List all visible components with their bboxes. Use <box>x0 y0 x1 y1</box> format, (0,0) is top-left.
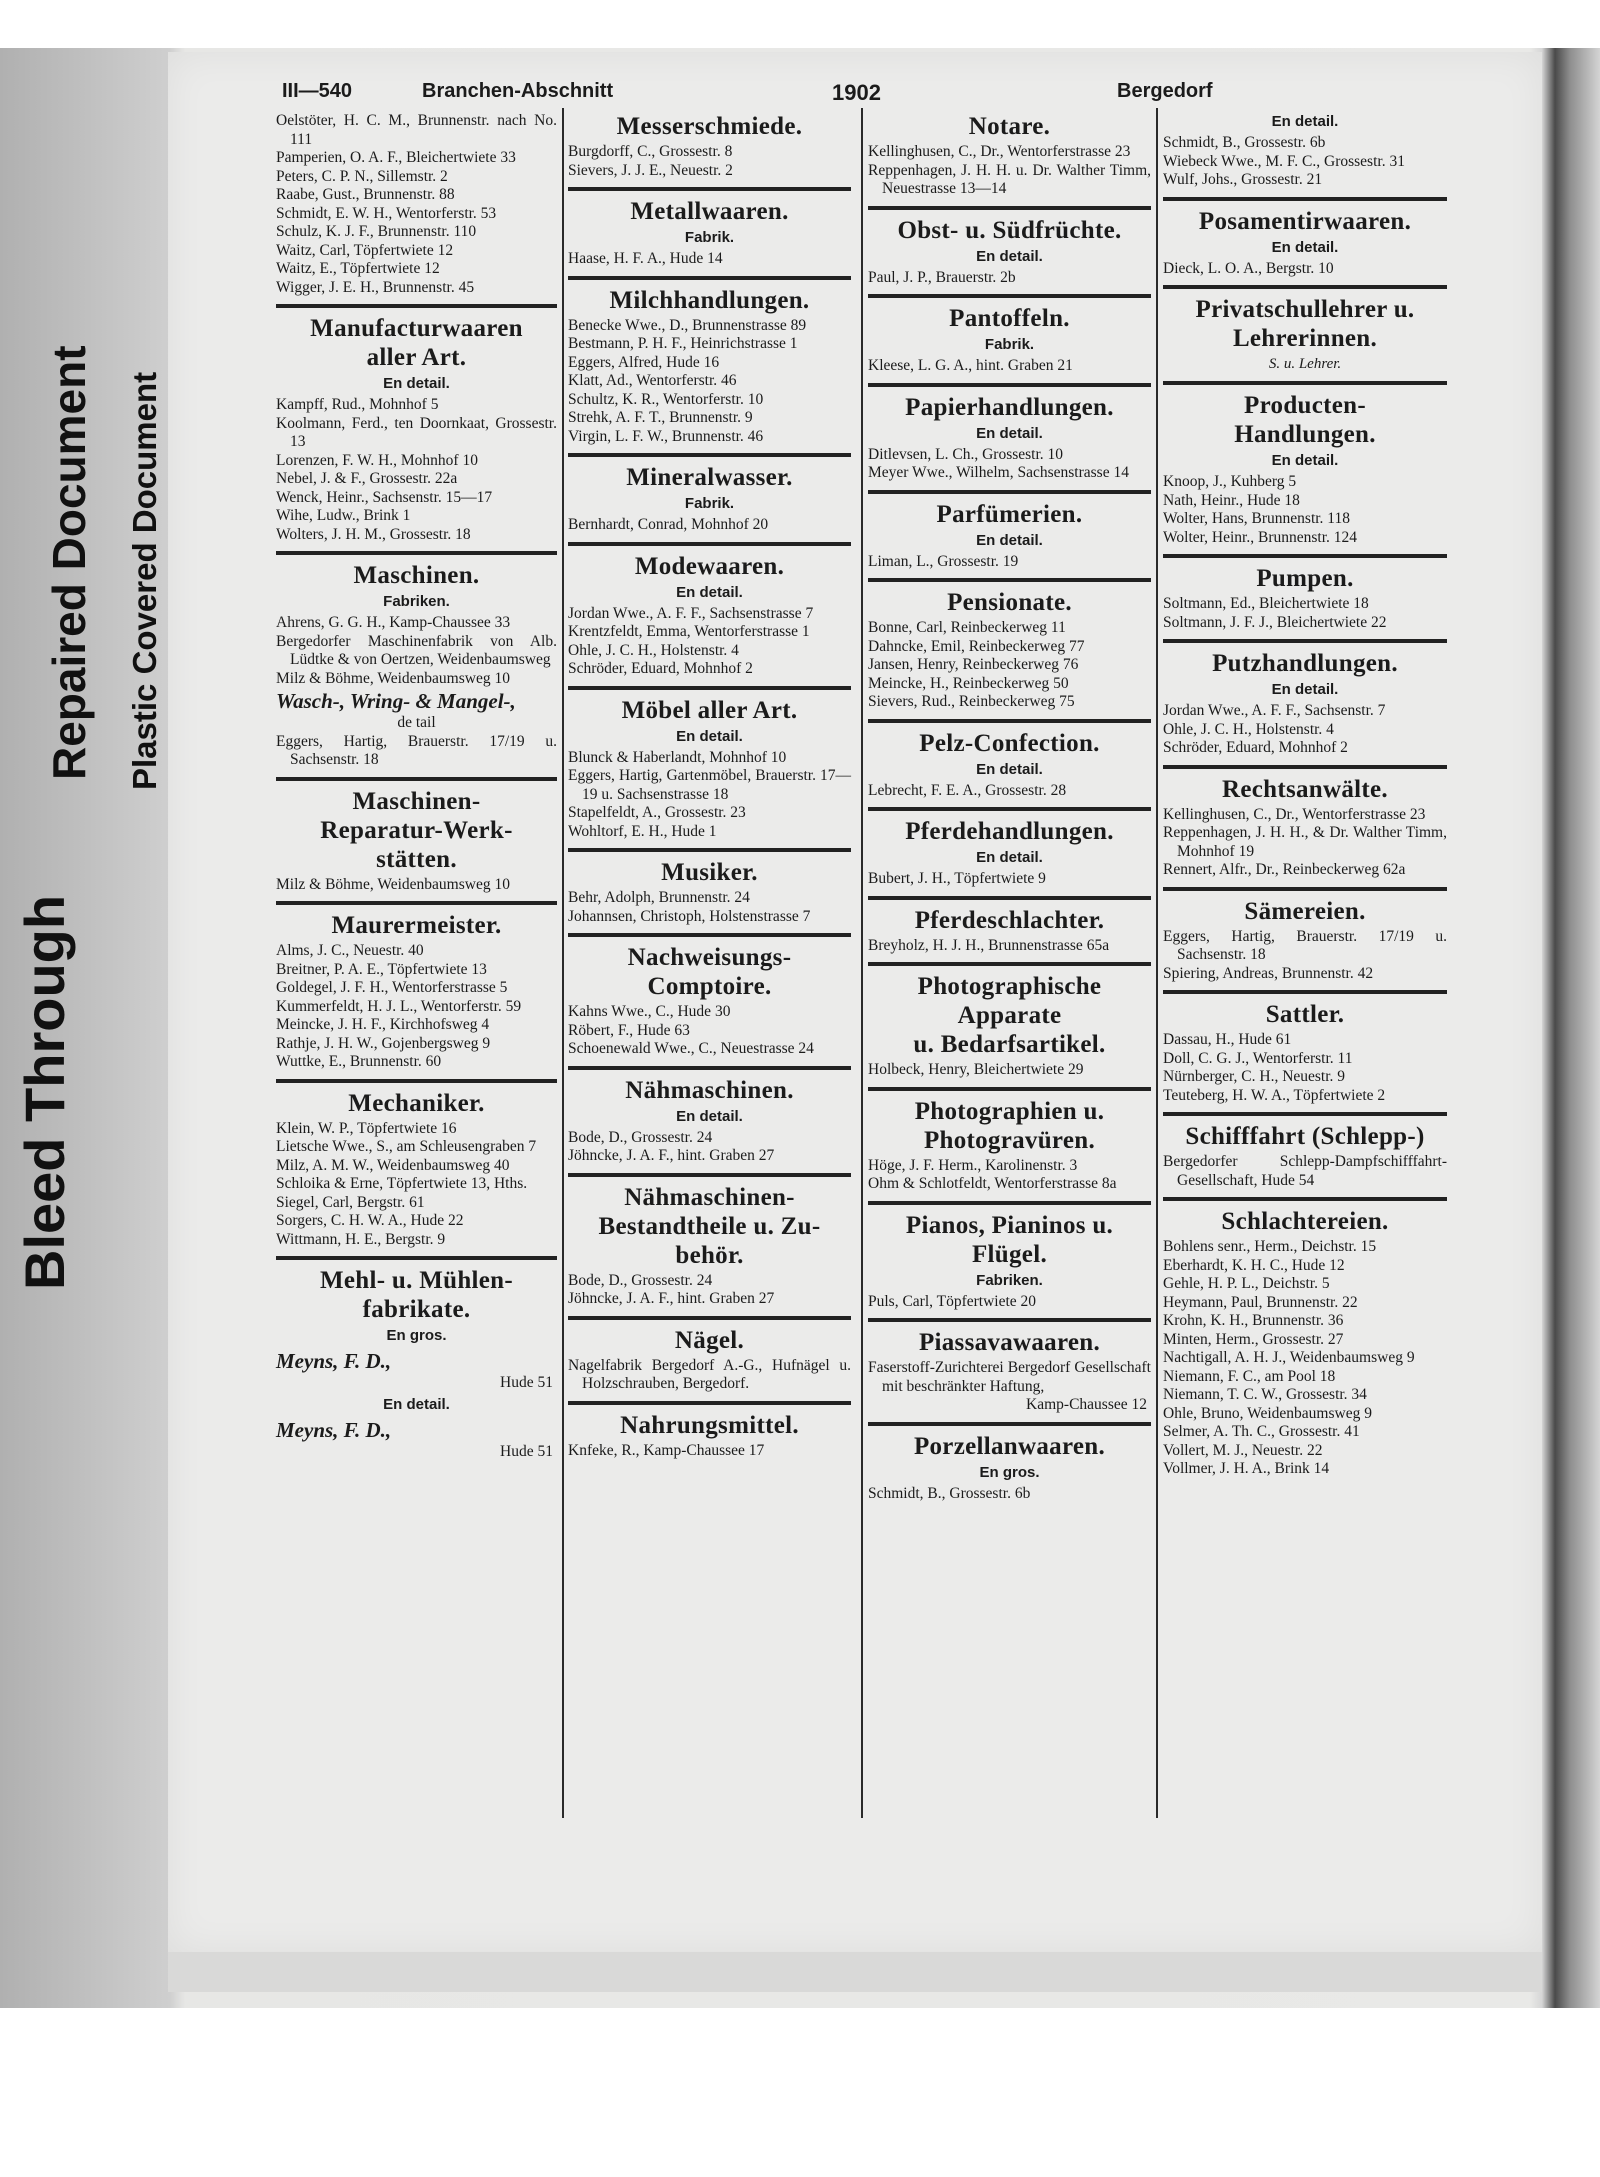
section-continued <box>1163 112 1447 190</box>
column-divider <box>861 108 863 1818</box>
section-rule <box>868 383 1151 387</box>
list-item: Schröder, Eduard, Mohnhof 2 <box>568 660 753 677</box>
list-item: Doll, C. G. J., Wentorferstr. 11 <box>1163 1049 1353 1067</box>
section-heading: Mechaniker. <box>348 1089 485 1117</box>
section-rule <box>568 453 851 457</box>
section-heading: Maschinen. <box>353 562 480 589</box>
list-item: Vollert, M. J., Neuestr. 22 <box>1163 1441 1323 1459</box>
section-mineralwasser <box>568 463 851 535</box>
list-item: Bohlens senr., Herm., Deichstr. 15 <box>1163 1238 1377 1255</box>
section-manufacturwaaren <box>276 314 557 544</box>
section-heading: Schifffahrt (Schlepp-) <box>1185 1123 1425 1150</box>
list-item: Heymann, Paul, Brunnenstr. 22 <box>1163 1293 1358 1311</box>
section-heading: Privatschullehrer u. Lehrerinnen. <box>1195 296 1415 352</box>
list-item: Ohle, Bruno, Weidenbaumsweg 9 <box>1163 1404 1372 1422</box>
list-item: Haase, H. F. A., Hude 14 <box>568 250 723 267</box>
list-item-address: Hude 51 <box>500 1374 553 1391</box>
page-number: III—540 <box>282 80 353 102</box>
list-item: Sorgers, C. H. W. A., Hude 22 <box>276 1212 464 1229</box>
section-heading: Maurermeister. <box>331 912 502 939</box>
section-rule <box>1163 197 1447 201</box>
list-item: Höge, J. F. Herm., Karolinenstr. 3 <box>868 1156 1078 1174</box>
list-item: Kahns Wwe., C., Hude 30 <box>568 1003 731 1020</box>
section-rule <box>568 1316 851 1320</box>
page-header <box>282 80 1472 108</box>
section-rule <box>568 1066 851 1070</box>
section-modewaaren <box>568 552 851 679</box>
list-item-note: de tail <box>397 714 436 731</box>
list-item: Bubert, J. H., Töpfertwiete 9 <box>868 870 1046 887</box>
section-subheading: En detail. <box>676 1107 743 1125</box>
list-item: Stapelfeldt, A., Grossestr. 23 <box>568 804 746 821</box>
section-rule <box>868 578 1151 582</box>
list-item: Knfeke, R., Kamp-Chaussee 17 <box>568 1441 765 1459</box>
list-item: Eggers, Hartig, Brauerstr. 17/19 u. Sachsenstr. 18 <box>276 732 557 768</box>
section-heading: Rechtsanwälte. <box>1222 775 1388 803</box>
section-subheading: En detail. <box>976 531 1043 549</box>
list-item: Schloika & Erne, Töpfertwiete 13, Hths. <box>276 1175 528 1192</box>
column-divider <box>1156 108 1158 1818</box>
list-item: Lebrecht, F. E. A., Grossestr. 28 <box>868 781 1067 799</box>
section-rechtsanwaelte <box>1163 775 1447 880</box>
section-subheading: Fabriken. <box>383 593 450 610</box>
list-item: Wenck, Heinr., Sachsenstr. 15—17 <box>276 488 493 506</box>
section-maurermeister <box>276 911 557 1072</box>
section-rule <box>868 1422 1151 1426</box>
list-item: Wiebeck Wwe., M. F. C., Grossestr. 31 <box>1163 152 1405 170</box>
section-rule <box>276 1079 557 1083</box>
list-item: Jöhncke, J. A. F., hint. Graben 27 <box>568 1290 775 1307</box>
list-item: Schröder, Eduard, Mohnhof 2 <box>1163 739 1348 756</box>
list-item: Sievers, J. J. E., Neuestr. 2 <box>568 161 733 179</box>
list-item: Breyholz, H. J. H., Brunnenstrasse 65a <box>868 936 1110 954</box>
list-item: Blunck & Haberlandt, Mohnhof 10 <box>568 748 787 766</box>
section-heading: Producten- Handlungen. <box>1234 392 1376 448</box>
section-heading: Manufacturwaaren aller Art. <box>310 315 523 371</box>
list-item: Raabe, Gust., Brunnenstr. 88 <box>276 186 455 203</box>
section-heading: Musiker. <box>661 859 758 886</box>
section-heading: Papierhandlungen. <box>905 393 1114 421</box>
year: 1902 <box>832 80 881 105</box>
list-item: Wigger, J. E. H., Brunnenstr. 45 <box>276 278 475 296</box>
section-subheading: Fabrik. <box>684 495 735 512</box>
list-item: Wihe, Ludw., Brink 1 <box>276 507 411 524</box>
list-item: Jordan Wwe., A. F. F., Sachsenstr. 7 <box>1163 702 1386 719</box>
section-milchhandlungen <box>568 286 851 447</box>
section-musiker <box>568 858 851 926</box>
section-rule <box>1163 1112 1447 1116</box>
section-rule <box>276 777 557 781</box>
column-1 <box>276 112 557 1461</box>
section-heading: Pumpen. <box>1256 565 1354 592</box>
list-item: Waitz, Carl, Töpfertwiete 12 <box>276 241 454 259</box>
list-item: Burgdorff, C., Grossestr. 8 <box>568 143 733 160</box>
section-subheading: Fabrik. <box>984 336 1035 353</box>
section-nachweisungs <box>568 943 851 1059</box>
section-subheading: Fabrik. <box>684 229 735 246</box>
section-heading: Nahrungsmittel. <box>620 1411 799 1439</box>
section-metallwaaren <box>568 197 851 269</box>
section-notare <box>868 112 1151 199</box>
section-heading: Obst- u. Südfrüchte. <box>897 216 1122 244</box>
list-item: Krohn, K. H., Brunnenstr. 36 <box>1163 1312 1344 1329</box>
section-heading: Mineralwasser. <box>626 464 793 491</box>
list-item: Nath, Heinr., Hude 18 <box>1163 491 1300 509</box>
list-item: Wulf, Johs., Grossestr. 21 <box>1163 171 1323 188</box>
section-heading: Sämereien. <box>1244 897 1366 925</box>
list-item: Niemann, F. C., am Pool 18 <box>1163 1367 1336 1385</box>
section-subheading: En detail. <box>676 583 743 601</box>
list-item-address: Kamp-Chaussee 12 <box>1026 1396 1147 1413</box>
section-rule <box>1163 381 1447 385</box>
section-heading: Nähmaschinen. <box>625 1076 794 1104</box>
list-item-bold: Wasch-, Wring- & Mangel-, <box>276 689 516 713</box>
list-item: Spiering, Andreas, Brunnenstr. 42 <box>1163 964 1374 982</box>
list-item-bold: Meyns, F. D., <box>276 1349 392 1373</box>
section-rule <box>868 962 1151 966</box>
list-item: Bode, D., Grossestr. 24 <box>568 1128 713 1146</box>
section-naehmaschinen-bestandtheile <box>568 1183 851 1309</box>
list-item: Milz & Böhme, Weidenbaumsweg 10 <box>276 875 510 893</box>
section-rule <box>868 807 1151 811</box>
section-subheading: En gros. <box>386 1327 447 1344</box>
list-item: Bonne, Carl, Reinbeckerweg 11 <box>868 619 1066 636</box>
section-rule <box>868 1201 1151 1205</box>
section-nahrungsmittel <box>568 1411 851 1461</box>
list-item: Reppenhagen, J. H. H., & Dr. Walther Timm, Mohnhof 19 <box>1163 824 1447 860</box>
list-item: Eggers, Alfred, Hude 16 <box>568 353 720 371</box>
list-item: Nachtigall, A. H. J., Weidenbaumsweg 9 <box>1163 1349 1415 1366</box>
section-subheading: En detail. <box>976 760 1043 778</box>
section-continued <box>276 112 557 297</box>
list-item: Dieck, L. O. A., Bergstr. 10 <box>1163 259 1334 277</box>
list-item: Reppenhagen, J. H. H. u. Dr. Walther Timm, Neuestrasse 13—14 <box>868 161 1151 197</box>
section-rule <box>868 294 1151 298</box>
list-item: Kleese, L. G. A., hint. Graben 21 <box>868 357 1073 374</box>
list-item-bold: Meyns, F. D., <box>276 1417 392 1442</box>
list-item: Schmidt, B., Grossestr. 6b <box>1163 134 1326 151</box>
list-item: Peters, C. P. N., Sillemstr. 2 <box>276 167 448 185</box>
section-photo-apparate <box>868 972 1151 1080</box>
list-item: Schmidt, B., Grossestr. 6b <box>868 1484 1031 1502</box>
section-photographien <box>868 1097 1151 1194</box>
list-item: Meyer Wwe., Wilhelm, Sachsenstrasse 14 <box>868 464 1129 481</box>
list-item: Soltmann, J. F. J., Bleichertwiete 22 <box>1163 613 1387 631</box>
section-pferdehandlungen <box>868 817 1151 889</box>
list-item: Breitner, P. A. E., Töpfertwiete 13 <box>276 960 487 978</box>
list-item: Bergedorfer Maschinenfabrik von Alb. Lüdtke & von Oertzen, Weidenbaumsweg <box>276 632 557 668</box>
section-naegel <box>568 1326 851 1394</box>
list-item: Klein, W. P., Töpfertwiete 16 <box>276 1119 457 1137</box>
section-privatschullehrer <box>1163 295 1447 374</box>
section-heading: Photographische Apparate u. Bedarfsartikel. <box>913 973 1106 1058</box>
section-moebel <box>568 696 851 842</box>
section-title: Branchen-Abschnitt <box>422 80 614 102</box>
list-item: Bestmann, P. H. F., Heinrichstrasse 1 <box>568 335 798 352</box>
list-item: Kampff, Rud., Mohnhof 5 <box>276 396 439 413</box>
page-bottom-strip <box>168 1952 1542 1992</box>
label-repaired-document: Repaired Document <box>43 345 95 780</box>
section-pensionate <box>868 588 1151 712</box>
section-pantoffeln <box>868 304 1151 376</box>
town: Bergedorf <box>1117 80 1213 102</box>
section-rule <box>1163 990 1447 994</box>
section-heading: Möbel aller Art. <box>621 696 798 724</box>
list-item: Liman, L., Grossestr. 19 <box>868 552 1019 570</box>
list-item: Alms, J. C., Neuestr. 40 <box>276 942 424 959</box>
section-subheading: En detail. <box>1271 238 1339 256</box>
section-heading: Schlachtereien. <box>1221 1208 1389 1235</box>
section-heading: Metallwaaren. <box>630 198 789 225</box>
list-item: Kellinghusen, C., Dr., Wentorferstrasse 23 <box>1163 805 1426 823</box>
section-heading: Putzhandlungen. <box>1212 650 1398 677</box>
section-heading: Posamentirwaaren. <box>1198 207 1412 235</box>
section-sattler <box>1163 1000 1447 1105</box>
list-item: Selmer, A. Th. C., Grossestr. 41 <box>1163 1423 1360 1440</box>
section-heading: Porzellanwaaren. <box>913 1432 1106 1460</box>
section-piassavawaaren <box>868 1328 1151 1415</box>
section-rule <box>868 1087 1151 1091</box>
list-item: Ohle, J. C. H., Holstenstr. 4 <box>568 641 739 659</box>
section-naehmaschinen <box>568 1076 851 1166</box>
label-plastic-covered: Plastic Covered Document <box>126 371 163 790</box>
column-4 <box>1163 112 1447 1479</box>
section-rule <box>1163 285 1447 289</box>
section-heading: Messerschmiede. <box>616 113 803 140</box>
section-heading: Pensionate. <box>947 589 1072 616</box>
section-heading: Photographien u. Photogravüren. <box>914 1097 1105 1154</box>
section-rule <box>276 1256 557 1260</box>
list-item: Waitz, E., Töpfertwiete 12 <box>276 260 440 277</box>
label-bleed-through: Bleed Through <box>13 894 76 1290</box>
column-3 <box>868 112 1151 1503</box>
list-item: Knoop, J., Kuhberg 5 <box>1163 473 1297 490</box>
list-item: Kummerfeldt, H. J. L., Wentorferstr. 59 <box>276 997 522 1015</box>
section-subheading: Fabriken. <box>976 1271 1043 1289</box>
cross-reference: S. u. Lehrer. <box>1268 356 1342 372</box>
section-rule <box>1163 554 1447 558</box>
list-item: Behr, Adolph, Brunnenstr. 24 <box>568 889 750 906</box>
list-item: Paul, J. P., Brauerstr. 2b <box>868 268 1016 286</box>
section-heading: Notare. <box>968 113 1051 140</box>
list-item: Lorenzen, F. W. H., Mohnhof 10 <box>276 451 478 469</box>
section-heading: Sattler. <box>1265 1001 1345 1028</box>
list-item: Lietsche Wwe., S., am Schleusengraben 7 <box>276 1138 537 1155</box>
section-heading: Pantoffeln. <box>949 305 1070 332</box>
section-subheading: En detail. <box>976 424 1043 442</box>
list-item: Koolmann, Ferd., ten Doornkaat, Grossestr. 13 <box>276 414 557 450</box>
list-item: Strehk, A. F. T., Brunnenstr. 9 <box>568 409 753 426</box>
section-producten <box>1163 391 1447 547</box>
list-item: Holbeck, Henry, Bleichertwiete 29 <box>868 1061 1084 1078</box>
section-heading: Piassavawaaren. <box>918 1329 1101 1356</box>
section-subheading: En detail. <box>676 727 743 745</box>
list-item: Rathje, J. H. W., Gojenbergsweg 9 <box>276 1034 491 1052</box>
section-pelz <box>868 729 1151 801</box>
list-item: Sievers, Rud., Reinbeckerweg 75 <box>868 693 1075 710</box>
section-heading: Milchhandlungen. <box>609 286 810 314</box>
list-item-address: Hude 51 <box>500 1442 553 1460</box>
list-item: Soltmann, Ed., Bleichertwiete 18 <box>1163 595 1369 612</box>
section-schlachtereien <box>1163 1207 1447 1479</box>
section-rule <box>568 187 851 191</box>
list-item: Wittmann, H. E., Bergstr. 9 <box>276 1230 446 1248</box>
list-item: Pamperien, O. A. F., Bleichertwiete 33 <box>276 149 516 166</box>
section-subheading: En gros. <box>979 1463 1040 1481</box>
list-item: Bergedorfer Schlepp-Dampfschifffahrt-Gesellschaft, Hude 54 <box>1163 1153 1447 1189</box>
section-rule <box>276 551 557 555</box>
section-putzhandlungen <box>1163 649 1447 758</box>
section-subheading: En detail. <box>1271 681 1339 698</box>
column-divider <box>562 108 564 1818</box>
section-rule <box>1163 639 1447 643</box>
section-pumpen <box>1163 564 1447 632</box>
section-reparatur <box>276 787 557 895</box>
list-item: Wolter, Heinr., Brunnenstr. 124 <box>1163 528 1358 546</box>
list-item: Wuttke, E., Brunnenstr. 60 <box>276 1053 442 1070</box>
list-item: Benecke Wwe., D., Brunnenstrasse 89 <box>568 316 807 334</box>
section-mechaniker <box>276 1089 557 1250</box>
list-item: Puls, Carl, Töpfertwiete 20 <box>868 1292 1037 1310</box>
section-heading: Pelz-Confection. <box>919 729 1100 757</box>
list-item: Klatt, Ad., Wentorferstr. 46 <box>568 372 737 389</box>
list-item: Schulz, K. J. F., Brunnenstr. 110 <box>276 223 477 240</box>
section-rule <box>868 490 1151 494</box>
section-rule <box>568 276 851 280</box>
list-item: Rennert, Alfr., Dr., Reinbeckerweg 62a <box>1163 861 1406 878</box>
section-porzellanwaaren <box>868 1432 1151 1504</box>
list-item: Ahrens, G. G. H., Kamp-Chaussee 33 <box>276 614 511 631</box>
section-rule <box>276 901 557 905</box>
list-item: Jöhncke, J. A. F., hint. Graben 27 <box>568 1147 775 1164</box>
list-item: Virgin, L. F. W., Brunnenstr. 46 <box>568 427 764 445</box>
section-maschinen <box>276 561 557 770</box>
list-item: Nürnberger, C. H., Neuestr. 9 <box>1163 1068 1346 1085</box>
list-item: Eggers, Hartig, Gartenmöbel, Brauerstr. 17—19 u. Sachsenstrasse 18 <box>568 767 851 803</box>
list-item: Wohltorf, E. H., Hude 1 <box>568 822 717 840</box>
list-item: Nagelfabrik Bergedorf A.-G., Hufnägel u. Holzschrauben, Bergedorf. <box>568 1356 851 1392</box>
section-rule <box>568 933 851 937</box>
section-parfuemerien <box>868 500 1151 572</box>
list-item: Dassau, H., Hude 61 <box>1163 1031 1292 1048</box>
section-heading: Pferdehandlungen. <box>905 818 1114 845</box>
list-item: Gehle, H. P. L., Deichstr. 5 <box>1163 1275 1330 1292</box>
section-papierhandlungen <box>868 393 1151 483</box>
list-item: Meincke, J. H. F., Kirchhofsweg 4 <box>276 1016 490 1033</box>
section-pianos <box>868 1211 1151 1312</box>
list-item: Milz, A. M. W., Weidenbaumsweg 40 <box>276 1156 510 1174</box>
list-item: Bernhardt, Conrad, Mohnhof 20 <box>568 516 769 533</box>
list-item: Bode, D., Grossestr. 24 <box>568 1271 713 1289</box>
section-obst <box>868 216 1151 288</box>
list-item: Faserstoff-Zurichterei Bergedorf Gesellschaft mit beschränkter Haftung, <box>868 1359 1151 1395</box>
section-rule <box>868 1318 1151 1322</box>
list-item: Goldegel, J. F. H., Wentorferstrasse 5 <box>276 979 508 996</box>
section-heading: Modewaaren. <box>634 552 785 580</box>
section-heading: Mehl- u. Mühlen- fabrikate. <box>320 1267 513 1323</box>
list-item: Ohle, J. C. H., Holstenstr. 4 <box>1163 720 1334 738</box>
list-item: Siegel, Carl, Bergstr. 61 <box>276 1193 425 1211</box>
section-rule <box>568 1401 851 1405</box>
section-rule <box>868 719 1151 723</box>
section-rule <box>568 542 851 546</box>
list-item: Schoenewald Wwe., C., Neuestrasse 24 <box>568 1040 814 1057</box>
section-subheading: En detail. <box>383 1395 450 1413</box>
section-subheading: En detail. <box>1271 452 1339 469</box>
list-item: Milz & Böhme, Weidenbaumsweg 10 <box>276 669 510 687</box>
list-item: Niemann, T. C. W., Grossestr. 34 <box>1163 1386 1367 1403</box>
section-rule <box>568 848 851 852</box>
list-item: Wolters, J. H. M., Grossestr. 18 <box>276 525 471 543</box>
list-item: Nebel, J. & F., Grossestr. 22a <box>276 470 458 487</box>
column-2 <box>568 112 851 1460</box>
list-item: Jansen, Henry, Reinbeckerweg 76 <box>868 656 1079 673</box>
section-subheading: En detail. <box>976 247 1043 265</box>
list-item: Oelstöter, H. C. M., Brunnenstr. nach No. 111 <box>276 112 557 148</box>
section-rule <box>1163 1197 1447 1201</box>
section-rule <box>868 206 1151 210</box>
section-mehl <box>276 1266 557 1461</box>
section-schifffahrt <box>1163 1122 1447 1190</box>
section-subheading: En detail. <box>1271 113 1339 130</box>
section-subheading: En detail. <box>383 375 450 392</box>
section-subheading: En detail. <box>976 849 1043 866</box>
list-item: Schmidt, E. W. H., Wentorferstr. 53 <box>276 204 497 222</box>
list-item: Eggers, Hartig, Brauerstr. 17/19 u. Sachsenstr. 18 <box>1163 927 1447 963</box>
list-item: Krentzfeldt, Emma, Wentorferstrasse 1 <box>568 623 810 640</box>
section-messerschmiede <box>568 112 851 180</box>
list-item: Vollmer, J. H. A., Brink 14 <box>1163 1460 1330 1477</box>
section-heading: Maschinen- Reparatur-Werk- stätten. <box>320 787 513 873</box>
section-posamentirwaaren <box>1163 207 1447 279</box>
section-rule <box>868 896 1151 900</box>
section-rule <box>568 1173 851 1177</box>
section-heading: Nägel. <box>674 1326 745 1354</box>
section-heading: Nachweisungs- Comptoire. <box>627 944 792 1000</box>
section-heading: Pferdeschlachter. <box>914 906 1105 934</box>
list-item: Eberhardt, K. H. C., Hude 12 <box>1163 1256 1345 1274</box>
list-item: Dahncke, Emil, Reinbeckerweg 77 <box>868 637 1085 655</box>
list-item: Jordan Wwe., A. F. F., Sachsenstrasse 7 <box>568 604 814 622</box>
list-item: Ohm & Schlotfeldt, Wentorferstrasse 8a <box>868 1175 1117 1192</box>
list-item: Johannsen, Christoph, Holstenstrasse 7 <box>568 907 811 925</box>
section-heading: Pianos, Pianinos u. Flügel. <box>905 1211 1114 1268</box>
list-item: Meincke, H., Reinbeckerweg 50 <box>868 674 1069 692</box>
section-rule <box>276 304 557 308</box>
section-saemereien <box>1163 897 1447 984</box>
section-heading: Nähmaschinen- Bestandtheile u. Zu- behör. <box>598 1183 821 1269</box>
section-rule <box>568 686 851 690</box>
list-item: Ditlevsen, L. Ch., Grossestr. 10 <box>868 445 1064 463</box>
list-item: Wolter, Hans, Brunnenstr. 118 <box>1163 510 1350 527</box>
list-item: Schultz, K. R., Wentorferstr. 10 <box>568 390 764 408</box>
section-rule <box>1163 765 1447 769</box>
section-pferdeschlachter <box>868 906 1151 956</box>
list-item: Röbert, F., Hude 63 <box>568 1021 690 1039</box>
list-item: Kellinghusen, C., Dr., Wentorferstrasse 23 <box>868 143 1131 160</box>
section-heading: Parfümerien. <box>936 500 1083 528</box>
section-rule <box>1163 887 1447 891</box>
list-item: Minten, Herm., Grossestr. 27 <box>1163 1330 1344 1348</box>
list-item: Teuteberg, H. W. A., Töpfertwiete 2 <box>1163 1086 1386 1104</box>
